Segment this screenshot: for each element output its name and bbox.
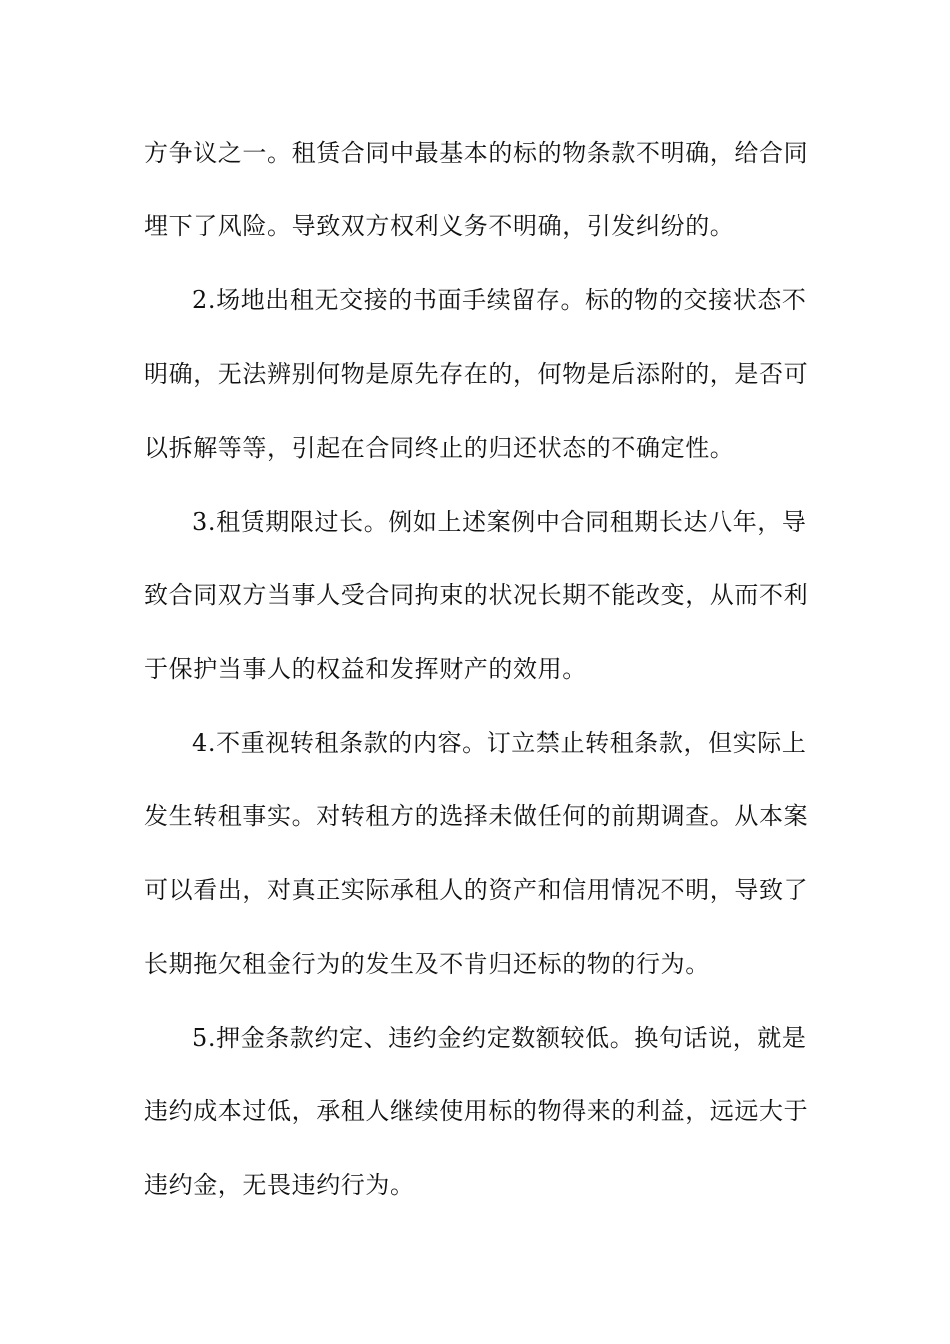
- text-line: 以拆解等等，引起在合同终止的归还状态的不确定性。: [144, 434, 735, 462]
- text-line: 违约成本过低，承租人继续使用标的物得来的利益，远远大于: [144, 1097, 809, 1125]
- paragraph-2-start: 2.场地出租无交接的书面手续留存。标的物的交接状态不: [192, 286, 807, 314]
- paragraph-3-start: 3.租赁期限过长。例如上述案例中合同租期长达八年，导: [192, 508, 807, 536]
- text-line: 违约金，无畏违约行为。: [144, 1171, 415, 1199]
- paragraph-4-start: 4.不重视转租条款的内容。订立禁止转租条款，但实际上: [192, 729, 807, 757]
- text-line: 明确，无法辨别何物是原先存在的，何物是后添附的，是否可: [144, 360, 809, 388]
- text-line: 致合同双方当事人受合同拘束的状况长期不能改变，从而不利: [144, 581, 809, 609]
- text-line: 可以看出，对真正实际承租人的资产和信用情况不明，导致了: [144, 876, 809, 904]
- paragraph-5-start: 5.押金条款约定、违约金约定数额较低。换句话说，就是: [192, 1024, 807, 1052]
- text-line: 埋下了风险。导致双方权利义务不明确，引发纠纷的。: [144, 212, 735, 240]
- text-line: 方争议之一。租赁合同中最基本的标的物条款不明确，给合同: [144, 139, 809, 167]
- text-line: 于保护当事人的权益和发挥财产的效用。: [144, 655, 587, 683]
- text-line: 长期拖欠租金行为的发生及不肯归还标的物的行为。: [144, 950, 710, 978]
- text-line: 发生转租事实。对转租方的选择未做任何的前期调查。从本案: [144, 802, 809, 830]
